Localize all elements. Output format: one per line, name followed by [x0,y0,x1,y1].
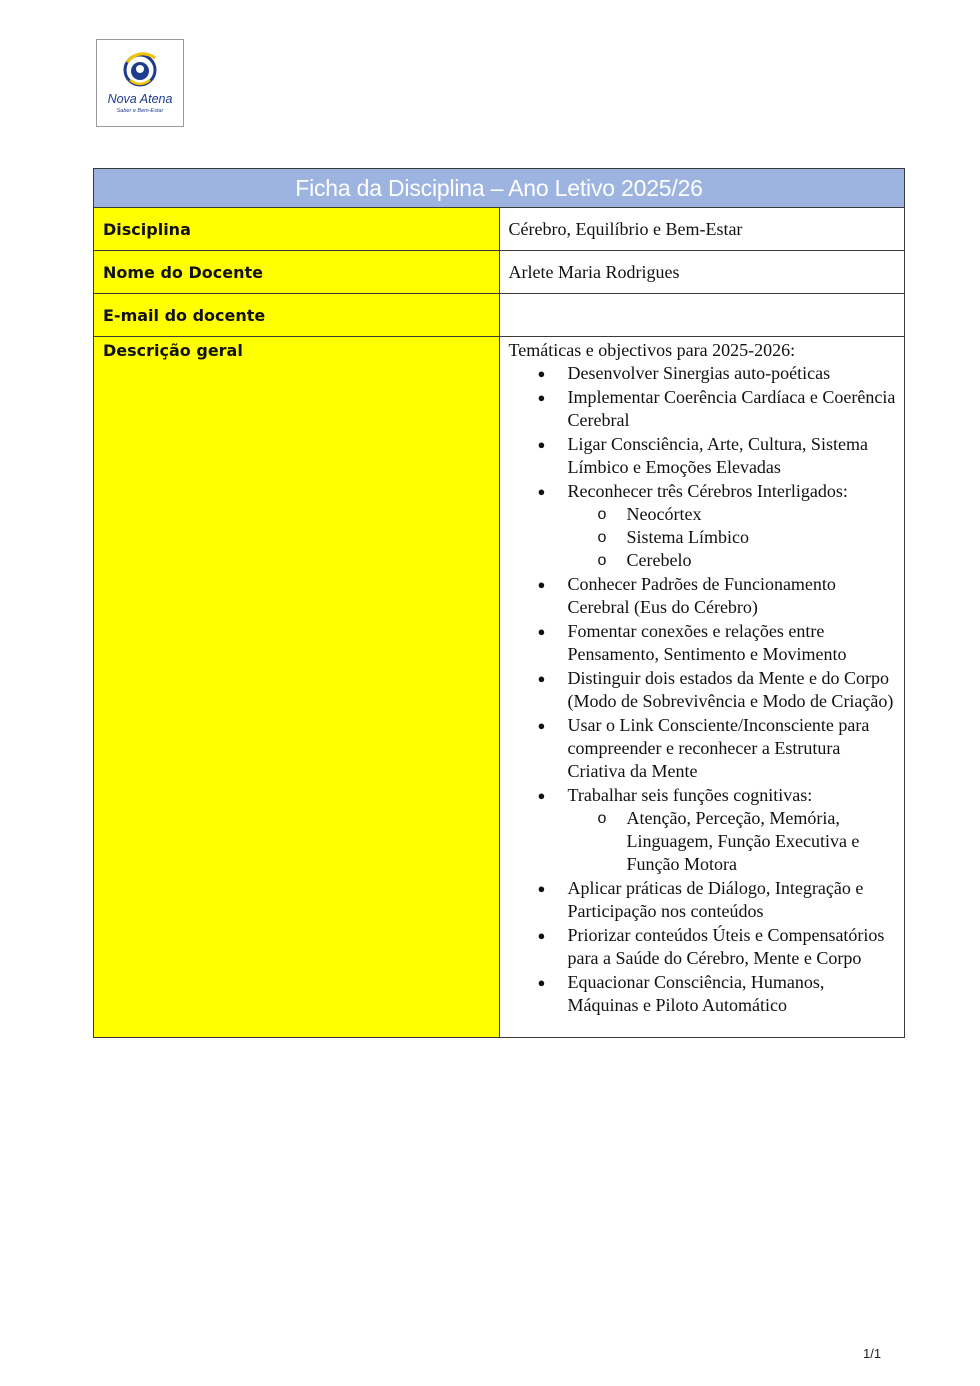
topic-text: Equacionar Consciência, Humanos, Máquinas e Piloto Automático [567,972,825,1015]
topic-item [509,386,905,432]
topics-list [509,362,905,1017]
label-disciplina: Disciplina [94,208,500,251]
topic-text: Aplicar práticas de Diálogo, Integração e Participação nos conteúdos [567,878,864,921]
circle-bullet-icon: o [597,552,607,569]
label-docente: Nome do Docente [94,251,500,294]
subtopic-text: Cerebelo [626,550,692,570]
topic-text: Conhecer Padrões de Funcionamento Cerebral (Eus do Cérebro) [567,574,836,617]
sheet-title: Ficha da Disciplina – Ano Letivo 2025/26 [94,169,905,208]
circle-bullet-icon: o [597,810,607,827]
bullet-icon: ● [537,366,546,381]
topic-text: Fomentar conexões e relações entre Pensamento, Sentimento e Movimento [567,621,847,664]
topic-text: Implementar Coerência Cardíaca e Coerência Cerebral [567,387,896,430]
topic-text: Usar o Link Consciente/Inconsciente para compreender e reconhecer a Estrutura Criativa da Mente [567,715,870,781]
logo-emblem-icon [97,40,183,126]
logo-tagline: Saber e Bem-Estar [116,108,164,114]
topic-item [509,480,905,572]
bullet-icon: ● [537,881,546,896]
subtopic-text: Sistema Límbico [626,527,749,547]
topic-item [509,924,905,970]
subtopic-list [568,807,897,876]
value-email [499,294,905,337]
bullet-icon: ● [537,718,546,733]
subtopic-item [568,526,897,549]
topic-item [509,573,905,619]
bullet-icon: ● [537,624,546,639]
subtopic-text: Neocórtex [626,504,702,524]
topic-text: Distinguir dois estados da Mente e do Corpo (Modo de Sobrevivência e Modo de Criação) [567,668,894,711]
row-descricao [94,337,905,1038]
topic-item [509,784,905,876]
bullet-icon: ● [537,928,546,943]
bullet-icon: ● [537,975,546,990]
topic-item [509,620,905,666]
bullet-icon: ● [537,788,546,803]
page-number: 1/1 [863,1346,882,1361]
circle-bullet-icon: o [597,529,607,546]
topic-text: Reconhecer três Cérebros Interligados: [567,481,848,501]
topic-item [509,667,905,713]
topic-item [509,971,905,1017]
discipline-sheet-table [93,168,905,1038]
label-email: E-mail do docente [94,294,500,337]
topic-text: Ligar Consciência, Arte, Cultura, Sistema Límbico e Emoções Elevadas [567,434,868,477]
nova-atena-logo [96,39,184,127]
title-row [94,169,905,208]
logo-name: Nova Atena [107,92,173,106]
bullet-icon: ● [537,390,546,405]
topic-text: Trabalhar seis funções cognitivas: [567,785,813,805]
circle-bullet-icon: o [597,506,607,523]
topic-text: Priorizar conteúdos Úteis e Compensatórios para a Saúde do Cérebro, Mente e Corpo [567,925,885,968]
value-disciplina: Cérebro, Equilíbrio e Bem-Estar [499,208,905,251]
topic-item [509,714,905,783]
bullet-icon: ● [537,484,546,499]
subtopic-item [568,807,897,876]
topic-item [509,362,905,385]
topic-text: Desenvolver Sinergias auto-poéticas [567,363,831,383]
row-disciplina [94,208,905,251]
subtopic-list [568,503,897,572]
topic-item [509,877,905,923]
row-email [94,294,905,337]
topic-item [509,433,905,479]
row-docente [94,251,905,294]
value-docente: Arlete Maria Rodrigues [499,251,905,294]
subtopic-item [568,503,897,526]
value-descricao [499,337,905,1038]
bullet-icon: ● [537,671,546,686]
label-descricao: Descrição geral [94,337,500,1038]
description-intro: Temáticas e objectivos para 2025-2026: [508,340,796,360]
subtopic-text: Atenção, Perceção, Memória, Linguagem, Função Executiva e Função Motora [626,808,860,874]
bullet-icon: ● [537,437,546,452]
subtopic-item [568,549,897,572]
bullet-icon: ● [537,577,546,592]
